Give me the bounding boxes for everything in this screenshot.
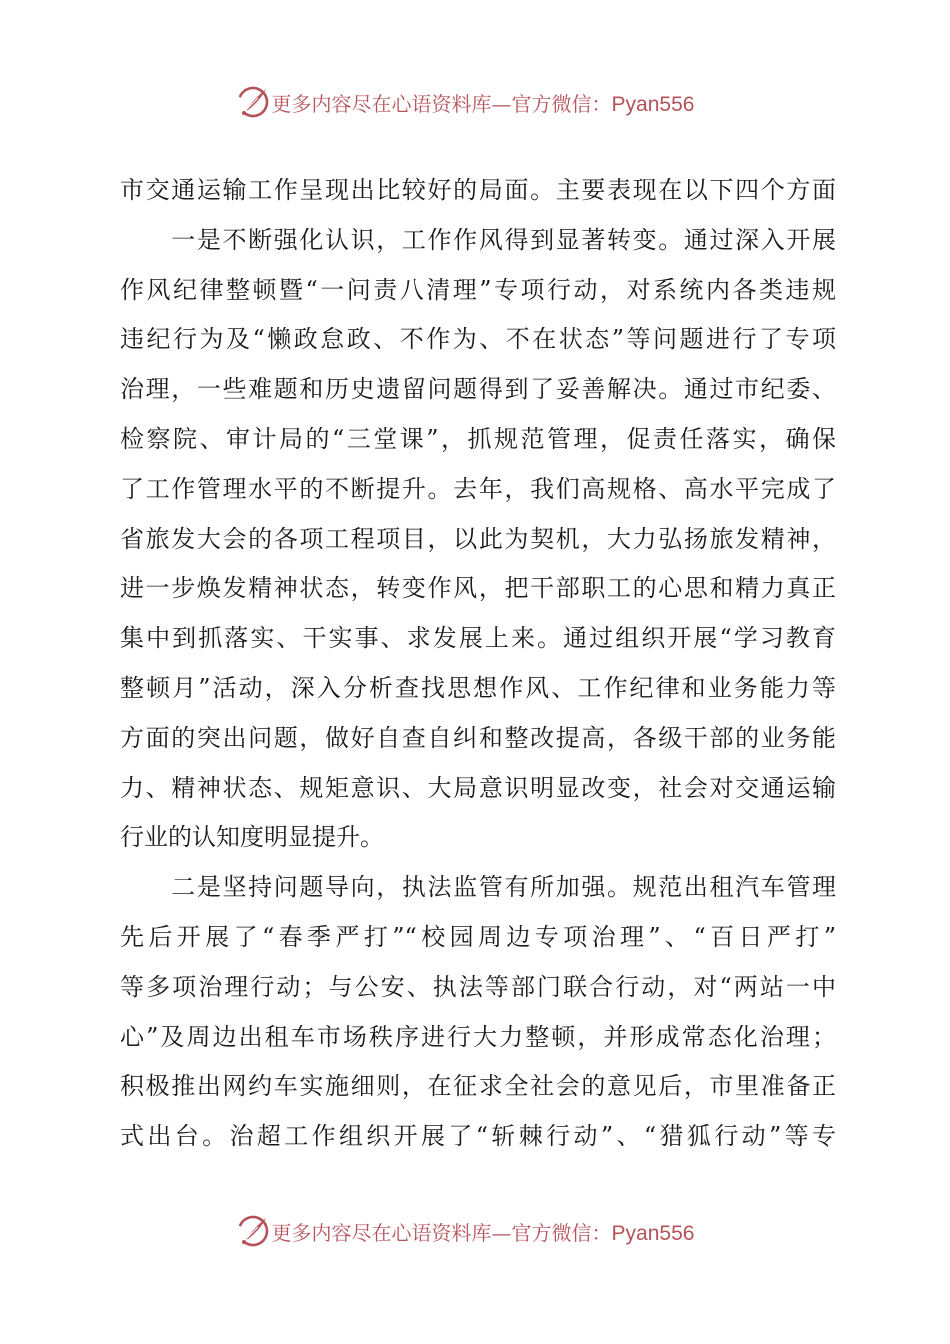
body-line: 进一步焕发精神状态，转变作风，把干部职工的心思和精力真正 — [120, 574, 836, 603]
body-line: 心”及周边出租车市场秩序进行大力整顿，并形成常态化治理； — [120, 1022, 836, 1051]
body-line: 式出台。治超工作组织开展了“斩棘行动”、“猎狐行动”等专 — [120, 1122, 836, 1151]
body-line: 力、精神状态、规矩意识、大局意识明显改变，社会对交通运输 — [120, 773, 836, 802]
header-banner — [0, 82, 950, 122]
body-line: 治理，一些难题和历史遗留问题得到了妥善解决。通过市纪委、 — [120, 375, 836, 404]
body-line: 作风纪律整顿暨“一问责八清理”专项行动，对系统内各类违规 — [120, 275, 836, 304]
header-banner-inner — [256, 85, 695, 119]
body-line: 一是不断强化认识，工作作风得到显著转变。通过深入开展 — [120, 225, 836, 254]
feather-pen-logo-icon — [236, 85, 270, 119]
body-line: 等多项治理行动；与公安、执法等部门联合行动，对“两站一中 — [120, 972, 836, 1001]
header-banner-text — [272, 88, 695, 117]
body-line: 市交通运输工作呈现出比较好的局面。主要表现在以下四个方面 — [120, 176, 836, 204]
body-line: 违纪行为及“懒政怠政、不作为、不在状态”等问题进行了专项 — [120, 325, 836, 354]
footer-banner-inner — [256, 1214, 695, 1248]
header-handle: Pyan556 — [611, 92, 695, 116]
header-text: 更多内容尽在心语资料库—官方微信： — [271, 91, 612, 116]
body-line: 集中到抓落实、干实事、求发展上来。通过组织开展“学习教育 — [120, 624, 836, 653]
body-line: 了工作管理水平的不断提升。去年，我们高规格、高水平完成了 — [120, 474, 836, 503]
body-line: 省旅发大会的各项工程项目，以此为契机，大力弘扬旅发精神， — [120, 524, 836, 553]
body-line: 检察院、审计局的“三堂课”，抓规范管理，促责任落实，确保 — [120, 424, 836, 453]
body-line: 二是坚持问题导向，执法监管有所加强。规范出租汽车管理 — [120, 873, 836, 902]
footer-handle: Pyan556 — [611, 1221, 695, 1245]
footer-text: 更多内容尽在心语资料库—官方微信： — [271, 1220, 612, 1245]
document-body — [120, 166, 836, 1162]
body-line: 先后开展了“春季严打”“校园周边专项治理”、“百日严打” — [120, 922, 836, 951]
feather-pen-logo-icon — [236, 1214, 270, 1248]
body-line: 行业的认知度明显提升。 — [120, 823, 384, 852]
body-line: 整顿月”活动，深入分析查找思想作风、工作纪律和业务能力等 — [120, 673, 836, 702]
body-line: 积极推出网约车实施细则，在征求全社会的意见后，市里准备正 — [120, 1072, 836, 1101]
footer-banner-text — [272, 1217, 695, 1246]
footer-banner — [0, 1211, 950, 1251]
body-line: 方面的突出问题，做好自查自纠和整改提高，各级干部的业务能 — [120, 723, 836, 752]
